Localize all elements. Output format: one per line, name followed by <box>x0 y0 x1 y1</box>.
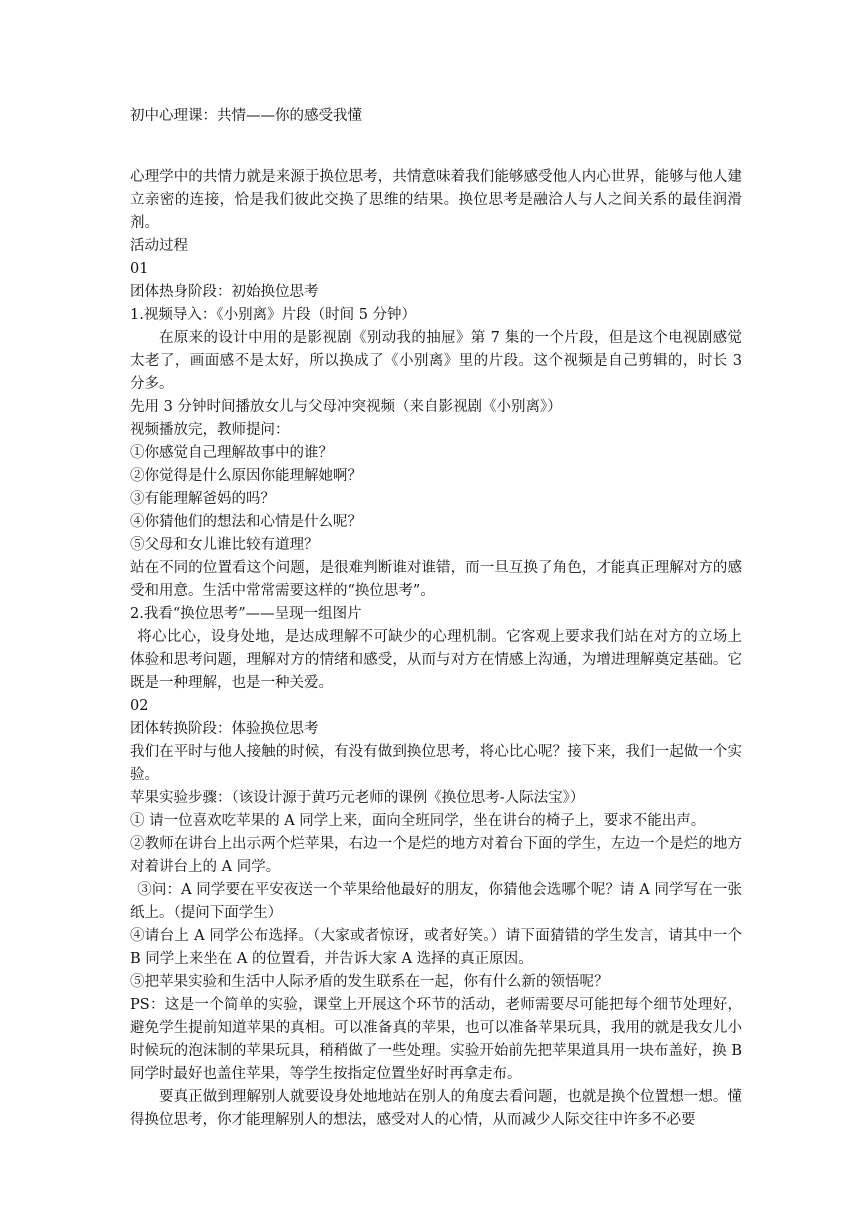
question-item: ②你觉得是什么原因你能理解她啊？ <box>130 468 362 484</box>
section-number: 02 <box>130 698 149 714</box>
step-item: ②教师在讲台上出示两个烂苹果，右边一个是烂的地方对着台下面的学生，左边一个是烂的地方对着讲台上的 A 同学。 <box>130 836 742 875</box>
stage-heading: 团体转换阶段：体验换位思考 <box>130 721 319 737</box>
step-item: ① 请一位喜欢吃苹果的 A 同学上来，面向全班同学，坐在讲台的椅子上，要求不能出声。 <box>130 813 706 829</box>
question-item: ④你猜他们的想法和心情是什么呢？ <box>130 514 362 530</box>
step-item: ④请台上 A 同学公布选择。（大家或者惊讶，或者好笑。）请下面猜错的学生发言，请其中一个 B 同学上来坐在 A 的位置看，并告诉大家 A 选择的真正原因。 <box>130 928 742 967</box>
step-item: ③问：A 同学要在平安夜送一个苹果给他最好的朋友，你猜他会选哪个呢？请 A 同学写在一张纸上。（提问下面学生） <box>130 882 742 921</box>
question-item: ①你感觉自己理解故事中的谁？ <box>130 445 333 461</box>
body-paragraph: 苹果实验步骤：（该设计源于黄巧元老师的课例《换位思考-人际法宝》） <box>130 790 585 806</box>
subsection-heading: 1.视频导入：《小别离》片段（时间 5 分钟） <box>130 307 417 323</box>
body-paragraph: 在原来的设计中用的是影视剧《别动我的抽屉》第 7 集的一个片段，但是这个电视剧感觉太老了，画面感不是太好，所以换成了《小别离》里的片段。这个视频是自己剪辑的，时长 3 分多。 <box>130 330 742 392</box>
step-item: ⑤把苹果实验和生活中人际矛盾的发生联系在一起，你有什么新的领悟呢？ <box>130 974 609 990</box>
subsection-heading: 2.我看“换位思考”——呈现一组图片 <box>130 606 362 622</box>
body-paragraph: 视频播放完，教师提问： <box>130 422 290 438</box>
intro-paragraph: 心理学中的共情力就是来源于换位思考，共情意味着我们能够感受他人内心世界，能够与他人建立亲密的连接，恰是我们彼此交换了思维的结果。换位思考是融洽人与人之间关系的最佳润滑剂。 <box>130 169 742 231</box>
section-number: 01 <box>130 261 149 277</box>
body-paragraph: 要真正做到理解别人就要设身处地地站在别人的角度去看问题，也就是换个位置想一想。懂得换位思考，你才能理解别人的想法，感受对人的心情，从而减少人际交往中许多不必要 <box>130 1089 742 1128</box>
body-paragraph: 将心比心，设身处地，是达成理解不可缺少的心理机制。它客观上要求我们站在对方的立场上体验和思考问题，理解对方的情绪和感受，从而与对方在情感上沟通，为增进理解奠定基础。它既是一种理解，也是一种关爱。 <box>130 629 742 691</box>
question-item: ③有能理解爸妈的吗？ <box>130 491 275 507</box>
body-paragraph: 站在不同的位置看这个问题，是很难判断谁对谁错，而一旦互换了角色，才能真正理解对方的感受和用意。生活中常常需要这样的“换位思考”。 <box>130 560 742 599</box>
section-heading: 活动过程 <box>130 238 188 254</box>
document-title: 初中心理课：共情——你的感受我懂 <box>130 108 362 124</box>
body-paragraph: 先用 3 分钟时间播放女儿与父母冲突视频（来自影视剧《小别离》） <box>130 399 562 415</box>
body-paragraph: 我们在平时与他人接触的时候，有没有做到换位思考，将心比心呢？接下来，我们一起做一个实验。 <box>130 744 742 783</box>
note-paragraph: PS：这是一个简单的实验，课堂上开展这个环节的活动，老师需要尽可能把每个细节处理好，避免学生提前知道苹果的真相。可以准备真的苹果，也可以准备苹果玩具，我用的就是我女儿小时候玩的泡沫制的苹果玩具，稍稍做了一些处理。实验开始前先把苹果道具用一块布盖好，换 B 同学时最好也盖住苹果，等学生按指定位置坐好时再拿走布。 <box>130 997 742 1082</box>
document-body <box>130 105 742 1132</box>
blank-line <box>130 151 742 166</box>
stage-heading: 团体热身阶段：初始换位思考 <box>130 284 319 300</box>
question-item: ⑤父母和女儿谁比较有道理？ <box>130 537 319 553</box>
